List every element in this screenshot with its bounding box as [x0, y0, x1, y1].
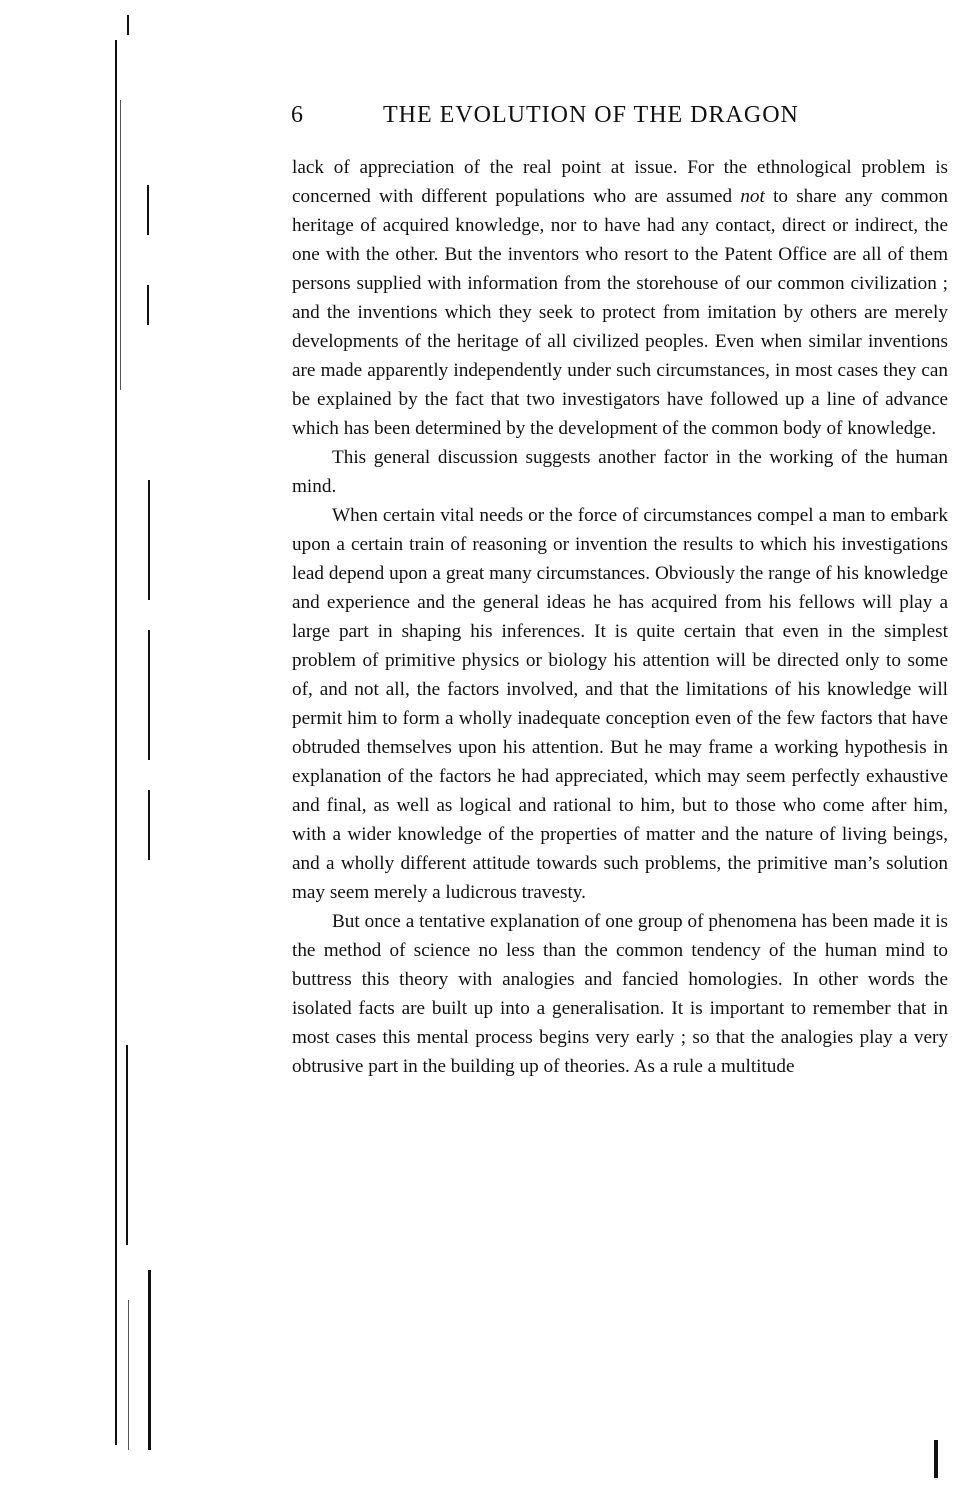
page-number: 6: [291, 102, 304, 128]
running-title: THE EVOLUTION OF THE DRAGON: [383, 102, 799, 128]
emphasis-word: not: [740, 186, 765, 207]
paragraph: lack of appreciation of the real point at issue. For the ethnological problem is concerned with different populations who are assumed not to share any common heritage of acquired knowledge, nor to have had any contact, direct or indirect, the one with the other. But the inventors who resort to the Patent Office are all of them persons supplied with information from the storehouse of our common civilization ; and the inventions which they seek to protect from imitation by others are merely developments of the heritage of all civilized peoples. Even when similar inventions are made apparently independently under such circumstances, in most cases they can be explained by the fact that two investigators have followed up a line of advance which has been determined by the development of the common body of knowledge.: [292, 157, 948, 439]
paragraph: When certain vital needs or the force of circumstances compel a man to embark upon a certain train of reasoning or invention the results to which his investigations lead depend upon a great many circumstances. Obviously the range of his knowledge and experience and the general ideas he has acquired from his fellows will play a large part in shaping his inferences. It is quite certain that even in the simplest problem of primitive physics or biology his attention will be directed only to some of, and not all, the factors involved, and that the limitations of his knowledge will permit him to form a wholly inadequate conception even of the few factors that have obtruded themselves upon his attention. But he may frame a working hypothesis in explanation of the factors he had appreciated, which may seem perfectly exhaustive and final, as well as logical and rational to him, but to those who come after him, with a wider knowledge of the properties of matter and the nature of living beings, and a wholly different attitude towards such problems, the primitive man’s solution may seem merely a ludicrous travesty.: [292, 505, 948, 903]
paragraph: But once a tentative explanation of one group of phenomena has been made it is the method of science no less than the common tendency of the human mind to buttress this theory with analogies and fancied homologies. In other words the isolated facts are built up into a generalisation. It is important to remember that in most cases this mental process begins very early ; so that the analogies play a very obtrusive part in the building up of theories. As a rule a multitude: [292, 911, 948, 1077]
body-text: [292, 153, 948, 1081]
running-header: [291, 102, 951, 129]
paragraph: This general discussion suggests another factor in the working of the human mind.: [292, 447, 948, 497]
